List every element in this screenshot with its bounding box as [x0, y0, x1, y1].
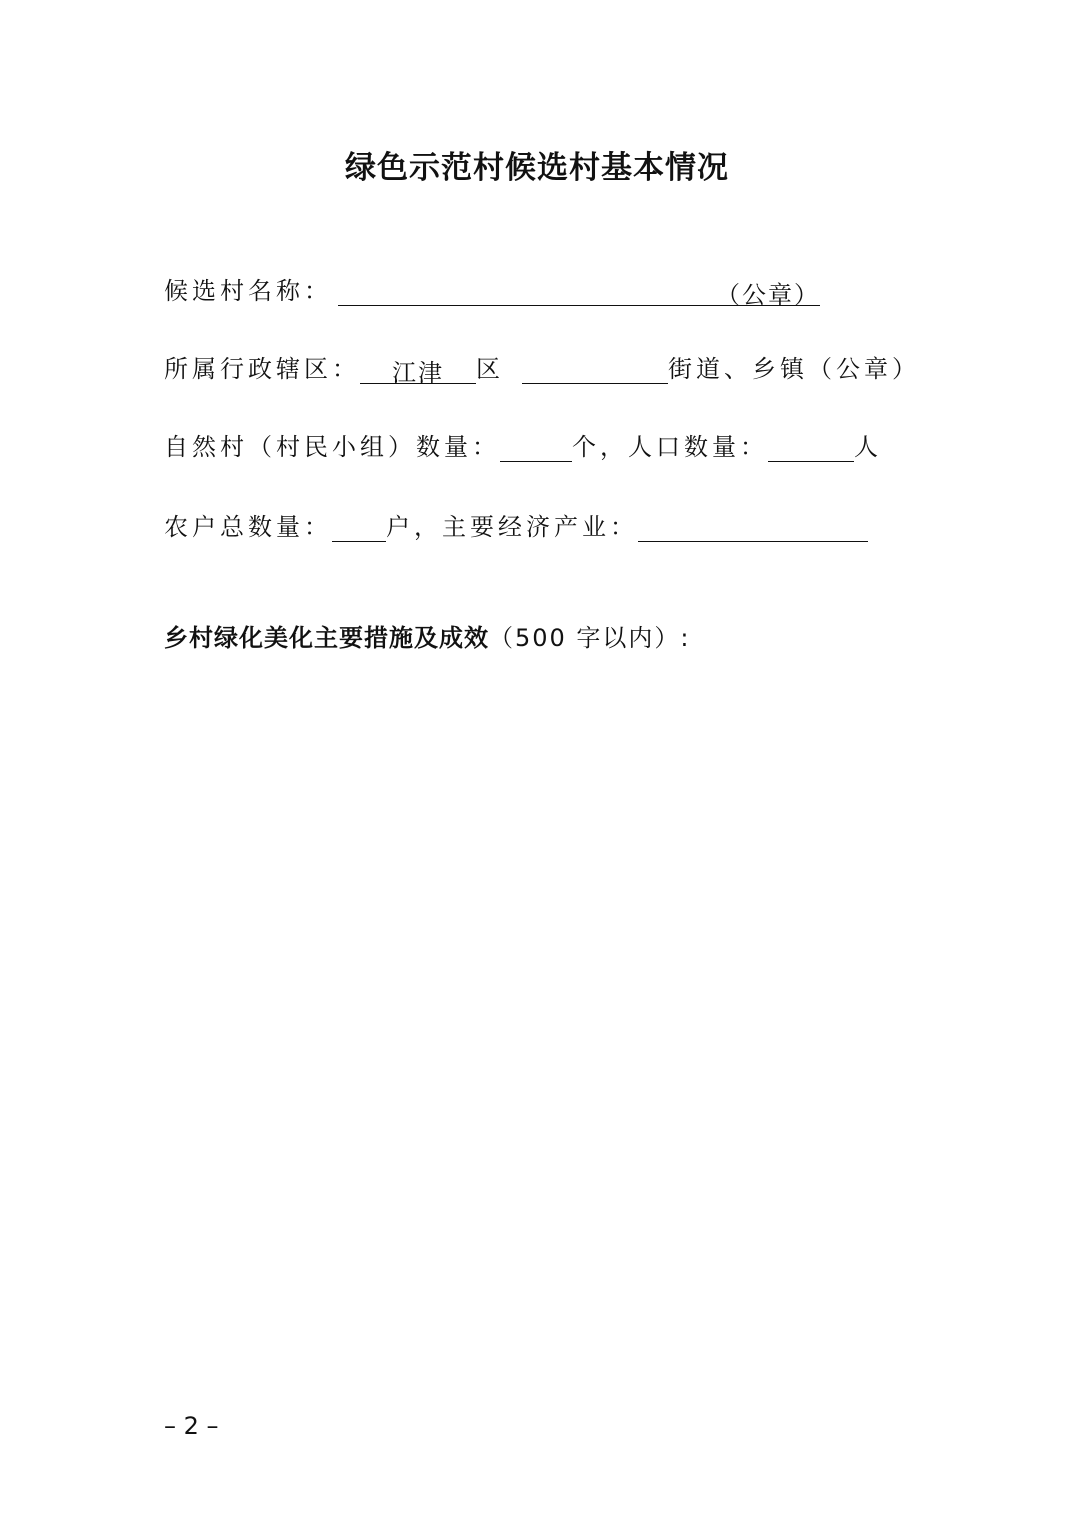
natural-villages-row — [164, 422, 882, 462]
industry-field[interactable] — [638, 511, 868, 542]
natural-villages-count-field[interactable] — [500, 431, 572, 462]
page-number: – 2 – — [164, 1412, 219, 1440]
measures-heading — [164, 618, 691, 653]
district-suffix: 区 — [476, 355, 504, 383]
population-field[interactable] — [768, 431, 854, 462]
population-unit: 人 — [854, 433, 882, 461]
district-label: 所属行政辖区： — [164, 355, 360, 383]
street-suffix: 街道、乡镇（公章） — [668, 355, 920, 383]
natural-villages-unit: 个，人口数量： — [572, 433, 768, 461]
street-field[interactable] — [522, 353, 668, 384]
village-name-field[interactable] — [338, 275, 820, 309]
district-value: 江津 — [392, 359, 444, 387]
district-row — [164, 344, 920, 387]
village-name-label: 候选村名称： — [164, 277, 332, 305]
document-title: 绿色示范村候选村基本情况 — [345, 150, 729, 186]
measures-note: （500 字以内）: — [489, 624, 691, 652]
stamp-note: （公章） — [716, 281, 820, 309]
district-field[interactable] — [360, 353, 476, 387]
households-row — [164, 502, 868, 542]
measures-label: 乡村绿化美化主要措施及成效 — [164, 624, 489, 652]
households-unit: 户，主要经济产业： — [386, 513, 638, 541]
village-name-row — [164, 266, 820, 309]
households-label: 农户总数量： — [164, 513, 332, 541]
households-count-field[interactable] — [332, 511, 386, 542]
natural-villages-label: 自然村（村民小组）数量： — [164, 433, 500, 461]
